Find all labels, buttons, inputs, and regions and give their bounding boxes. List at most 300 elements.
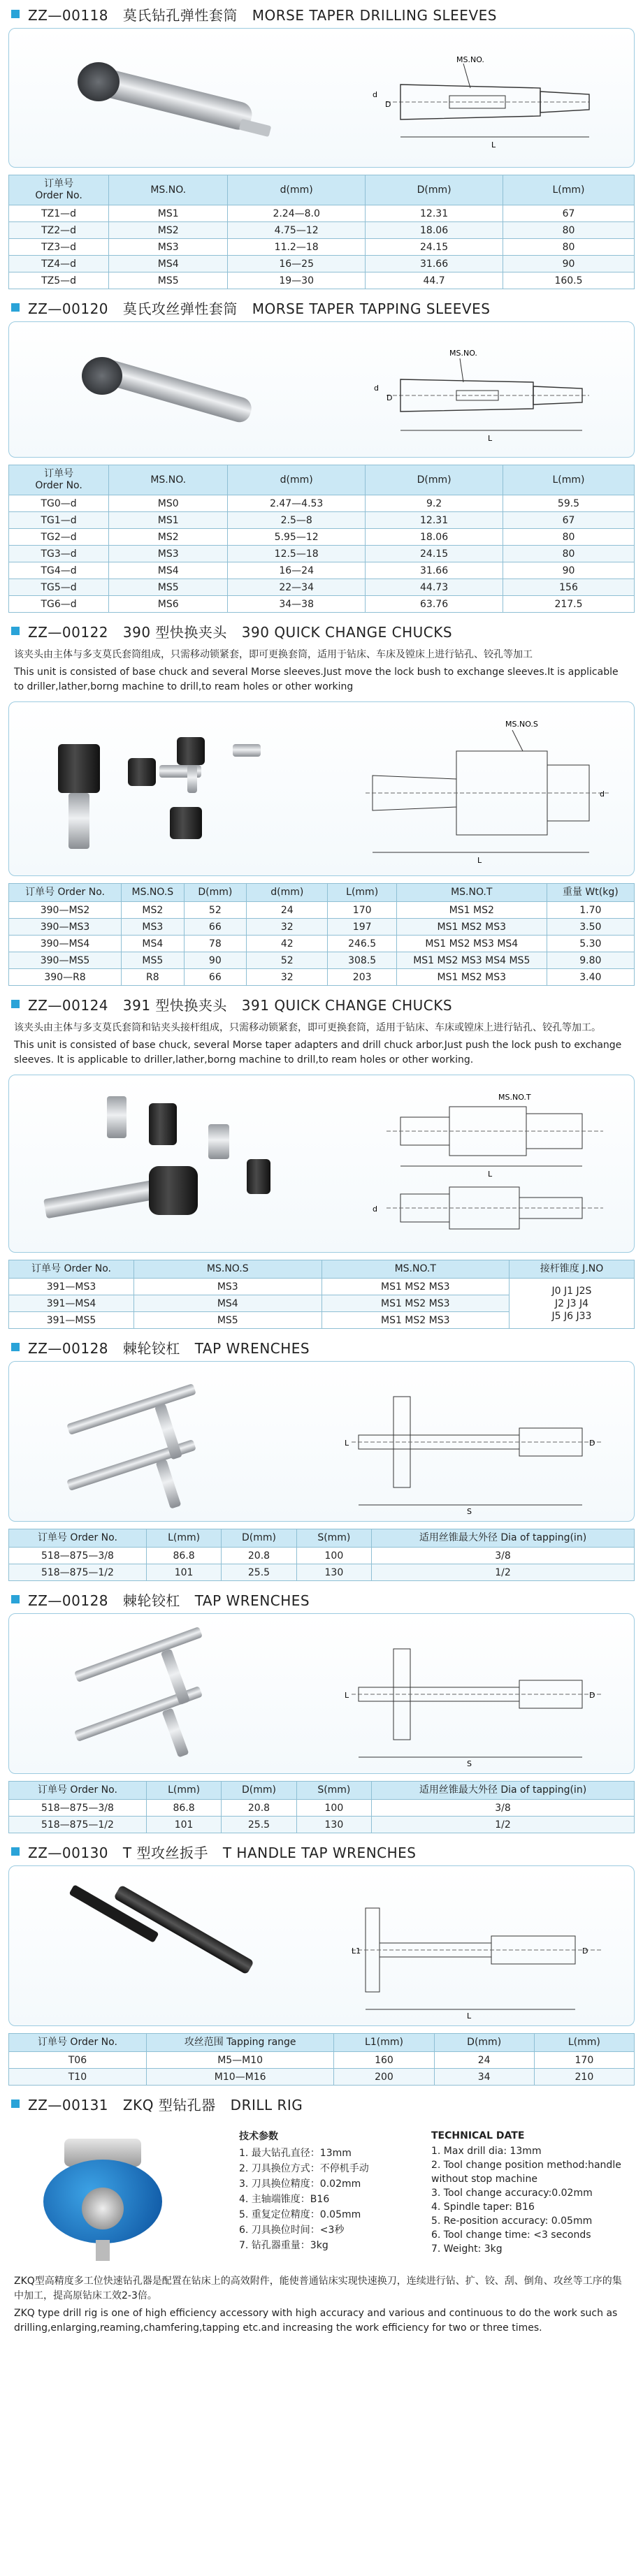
table-cell: MS1 MS2 MS3 MS4 MS5 <box>396 952 547 969</box>
quick-change-chuck-photo <box>30 716 282 870</box>
table-cell: MS5 <box>109 579 228 596</box>
table-cell: 66 <box>184 969 247 986</box>
table-cell: 44.73 <box>366 579 503 596</box>
col-header: S(mm) <box>296 1782 371 1800</box>
table-cell: 156 <box>503 579 635 596</box>
drilling-sleeve-diagram <box>359 43 610 154</box>
col-header: MS.NO.S <box>122 884 185 902</box>
col-header: 订单号 Order No. <box>9 1260 134 1279</box>
table-cell: 246.5 <box>328 936 396 952</box>
table-cell: 32 <box>247 969 328 986</box>
section-marker <box>11 627 20 635</box>
table-cell: 391—MS3 <box>9 1279 134 1295</box>
col-header: D(mm) <box>366 175 503 205</box>
table-cell: MS1 MS2 MS3 <box>322 1295 510 1312</box>
col-header: 重量 Wt(kg) <box>547 884 634 902</box>
table-row <box>9 546 635 562</box>
col-header: D(mm) <box>222 1782 296 1800</box>
section-marker <box>11 1343 20 1351</box>
diagram-label-ms: MS.NO. <box>449 349 477 358</box>
param-line: 3. Tool change accuracy:0.02mm <box>431 2188 593 2199</box>
table-cell: 63.76 <box>366 596 503 613</box>
section-marker <box>11 1847 20 1856</box>
diagram-label-L1: L1 <box>352 1946 361 1956</box>
table-cell: 34—38 <box>228 596 366 613</box>
diagram-label-d: d <box>373 1205 377 1214</box>
table-cell: M5—M10 <box>146 2052 334 2069</box>
table-cell: 3.50 <box>547 919 634 936</box>
table-row <box>9 1548 635 1564</box>
jno-cell: J0 J1 J2S J2 J3 J4 J5 J6 J33 <box>510 1279 635 1329</box>
table-cell: MS2 <box>109 529 228 546</box>
param-line: 5. Re-position accuracy: 0.05mm <box>431 2215 593 2227</box>
table-cell: 3/8 <box>372 1800 635 1817</box>
table-cell: TG5—d <box>9 579 109 596</box>
col-header: L(mm) <box>146 1782 221 1800</box>
table-cell: MS0 <box>109 495 228 512</box>
table-cell: 12.31 <box>366 205 503 222</box>
tapping-sleeve-diagram <box>359 336 610 448</box>
table-row <box>9 272 635 289</box>
drill-rig-block <box>8 2118 635 2271</box>
diagram-label-L: L <box>491 140 496 150</box>
spec-table-128b <box>8 1781 635 1833</box>
table-cell: T10 <box>9 2069 147 2086</box>
table-cell: MS3 <box>109 239 228 256</box>
params-cn <box>239 2129 414 2253</box>
table-row <box>9 596 635 613</box>
section-title-en: 391 QUICK CHANGE CHUCKS <box>241 996 453 1014</box>
section-title <box>28 298 500 318</box>
table-cell: MS1 MS2 MS3 <box>322 1279 510 1295</box>
table-cell: 9.80 <box>547 952 634 969</box>
ratchet-wrench-photo <box>37 1376 289 1515</box>
table-cell: 2.24—8.0 <box>228 205 366 222</box>
col-header: D(mm) <box>366 465 503 495</box>
param-line: 7. 钻孔器重量：3kg <box>239 2240 328 2251</box>
col-header: L(mm) <box>503 465 635 495</box>
table-row <box>9 222 635 239</box>
table-cell: 24 <box>434 2052 534 2069</box>
table-row <box>9 256 635 272</box>
table-cell: 52 <box>184 902 247 919</box>
product-image-frame <box>8 1361 635 1522</box>
product-image-frame <box>8 321 635 458</box>
table-row <box>9 2069 635 2086</box>
col-header: MS.NO. <box>109 465 228 495</box>
table-row <box>9 1564 635 1581</box>
table-cell: 32 <box>247 919 328 936</box>
table-cell: MS1 MS2 <box>396 902 547 919</box>
table-cell: 100 <box>296 1800 371 1817</box>
drilling-sleeve-photo <box>72 57 282 140</box>
table-cell: 80 <box>503 239 635 256</box>
col-header: L(mm) <box>503 175 635 205</box>
diagram-label-D: D <box>385 100 391 109</box>
section-title <box>28 621 462 641</box>
diagram-label-D: D <box>589 1439 595 1448</box>
col-header: d(mm) <box>228 175 366 205</box>
section-title-en: MORSE TAPER DRILLING SLEEVES <box>252 6 497 24</box>
table-cell: 308.5 <box>328 952 396 969</box>
table-row <box>9 1800 635 1817</box>
col-header: D(mm) <box>184 884 247 902</box>
col-header: 适用丝锥最大外径 Dia of tapping(in) <box>372 1529 635 1548</box>
table-cell: 25.5 <box>222 1564 296 1581</box>
param-line: 2. 刀具换位方式：不停机手动 <box>239 2163 369 2174</box>
col-header: 攻丝范围 Tapping range <box>146 2034 334 2052</box>
table-cell: 197 <box>328 919 396 936</box>
table-cell: 42 <box>247 936 328 952</box>
table-cell: 391—MS5 <box>9 1312 134 1329</box>
table-cell: 12.31 <box>366 512 503 529</box>
table-cell: 80 <box>503 529 635 546</box>
table-cell: 2.47—4.53 <box>228 495 366 512</box>
table-cell: 160 <box>334 2052 434 2069</box>
product-image-frame <box>8 1865 635 2026</box>
col-header: MS.NO.S <box>134 1260 322 1279</box>
table-cell: 518—875—3/8 <box>9 1548 147 1564</box>
section-title <box>28 1589 319 1610</box>
table-cell: 3/8 <box>372 1548 635 1564</box>
tapping-sleeve-photo <box>72 350 282 434</box>
table-cell: 5.95—12 <box>228 529 366 546</box>
table-row <box>9 2052 635 2069</box>
section-title-cn: 棘轮铰杠 <box>122 1592 180 1609</box>
table-cell: TG2—d <box>9 529 109 546</box>
table-cell: TG3—d <box>9 546 109 562</box>
table-cell: MS2 <box>122 902 185 919</box>
table-cell: MS1 MS2 MS3 <box>396 919 547 936</box>
quick-change-chuck-391-diagram <box>359 1082 624 1250</box>
table-cell: TG6—d <box>9 596 109 613</box>
section-code: ZZ—00118 <box>28 6 109 24</box>
section-marker <box>11 10 20 18</box>
section-header-122 <box>8 617 635 645</box>
ratchet-wrench-diagram <box>338 1369 617 1515</box>
table-cell: 390—MS5 <box>9 952 122 969</box>
table-row <box>9 952 635 969</box>
table-cell: MS1 MS2 MS3 <box>396 969 547 986</box>
table-cell: MS5 <box>122 952 185 969</box>
table-cell: 31.66 <box>366 562 503 579</box>
table-cell: 130 <box>296 1817 371 1833</box>
col-header: S(mm) <box>296 1529 371 1548</box>
section-title-cn: T 型攻丝扳手 <box>122 1844 208 1861</box>
table-cell: TZ5—d <box>9 272 109 289</box>
param-line: 7. Weight: 3kg <box>431 2243 503 2255</box>
section-code: ZZ—00120 <box>28 300 109 317</box>
drill-rig-photo <box>29 2132 183 2264</box>
table-cell: T06 <box>9 2052 147 2069</box>
table-cell: 86.8 <box>146 1800 221 1817</box>
col-header: L(mm) <box>146 1529 221 1548</box>
table-row <box>9 579 635 596</box>
product-image-frame <box>8 1075 635 1253</box>
table-cell: 18.06 <box>366 222 503 239</box>
table-cell: 4.75—12 <box>228 222 366 239</box>
table-cell: 86.8 <box>146 1548 221 1564</box>
description-en: This unit is consisted of base chuck and several Morse sleeves.Just move the lock bush to exchange sleeves.It is applicable to driller,lather,borng machine to drill,to ream holes or other working <box>14 667 619 692</box>
table-cell: 391—MS4 <box>9 1295 134 1312</box>
table-cell: TZ4—d <box>9 256 109 272</box>
section-title <box>28 4 507 24</box>
param-line: 1. 最大钻孔直径：13mm <box>239 2148 352 2159</box>
section-marker <box>11 303 20 312</box>
table-cell: 217.5 <box>503 596 635 613</box>
table-cell: 390—MS4 <box>9 936 122 952</box>
table-cell: TG0—d <box>9 495 109 512</box>
table-cell: 80 <box>503 546 635 562</box>
quick-change-chuck-391-photo <box>30 1089 282 1243</box>
section-title-cn: ZKQ 型钻孔器 <box>122 2096 216 2113</box>
params-en <box>431 2129 630 2256</box>
table-cell: 59.5 <box>503 495 635 512</box>
product-image-frame <box>8 701 635 876</box>
col-header: 订单号 Order No. <box>9 884 122 902</box>
col-header: 订单号 Order No. <box>9 1782 147 1800</box>
section-header-124 <box>8 990 635 1018</box>
table-row <box>9 205 635 222</box>
col-header: MS.NO. <box>109 175 228 205</box>
diagram-label-ms: MS.NO.T <box>498 1093 531 1102</box>
col-header: MS.NO.T <box>322 1260 510 1279</box>
section-title-cn: 棘轮铰杠 <box>122 1339 180 1357</box>
table-cell: MS1 MS2 MS3 <box>322 1312 510 1329</box>
section-title-cn: 莫氏钻孔弹性套筒 <box>122 6 238 24</box>
description-en: ZKQ type drill rig is one of high efficiency accessory with high accuracy and various and continuous to do the work such as drilling,enlarging,reaming,chamfering,tapping etc.and increasing the work efficiency for two or three times. <box>14 2308 618 2334</box>
table-cell: 24 <box>247 902 328 919</box>
table-cell: 160.5 <box>503 272 635 289</box>
table-row <box>9 1279 635 1295</box>
table-row <box>9 902 635 919</box>
section-code: ZZ—00128 <box>28 1339 109 1357</box>
section-title <box>28 2094 312 2114</box>
col-header: L(mm) <box>328 884 396 902</box>
table-cell: M10—M16 <box>146 2069 334 2086</box>
section-title-en: DRILL RIG <box>230 2096 303 2113</box>
table-cell: MS5 <box>134 1312 322 1329</box>
section-title-cn: 390 型快换夹头 <box>122 623 227 641</box>
param-line: 5. 重复定位精度：0.05mm <box>239 2209 361 2220</box>
section-title-en: 390 QUICK CHANGE CHUCKS <box>241 623 453 641</box>
diagram-label-S: S <box>467 1507 472 1515</box>
col-header: 订单号 Order No. <box>9 175 109 205</box>
diagram-label-d: d <box>373 90 377 99</box>
table-cell: 67 <box>503 205 635 222</box>
table-cell: 210 <box>534 2069 634 2086</box>
params-cn-title: 技术参数 <box>239 2131 278 2142</box>
table-cell: 1/2 <box>372 1817 635 1833</box>
section-code: ZZ—00124 <box>28 996 109 1014</box>
col-header: 接杆锥度 J.NO <box>510 1260 635 1279</box>
col-header: D(mm) <box>222 1529 296 1548</box>
table-cell: 16—24 <box>228 562 366 579</box>
diagram-label-d: d <box>600 789 605 799</box>
table-row <box>9 936 635 952</box>
table-cell: 19—30 <box>228 272 366 289</box>
col-header: L1(mm) <box>334 2034 434 2052</box>
table-cell: 44.7 <box>366 272 503 289</box>
table-cell: 12.5—18 <box>228 546 366 562</box>
diagram-label-L: L <box>477 856 482 865</box>
table-cell: MS5 <box>109 272 228 289</box>
description-en: This unit is consisted of base chuck, several Morse taper adapters and drill chuck arbor.Just push the lock push to exchange sleeves. It is applicable to driller,lather,borng machine to drill,to ream holes or other working. <box>14 1040 622 1065</box>
t-handle-wrench-diagram <box>338 1873 617 2020</box>
table-cell: 5.30 <box>547 936 634 952</box>
ratchet-wrench-diagram <box>338 1621 617 1768</box>
table-cell: MS4 <box>109 562 228 579</box>
section-title <box>28 994 462 1014</box>
table-cell: 20.8 <box>222 1548 296 1564</box>
section-title <box>28 1842 426 1862</box>
param-line: 4. 主轴端锥度：B16 <box>239 2194 330 2205</box>
section-header-130 <box>8 1838 635 1865</box>
diagram-label-D: D <box>589 1691 595 1700</box>
param-line: 1. Max drill dia: 13mm <box>431 2146 542 2157</box>
table-row <box>9 529 635 546</box>
product-image-frame <box>8 1613 635 1774</box>
table-cell: MS1 MS2 MS3 MS4 <box>396 936 547 952</box>
table-cell: TG1—d <box>9 512 109 529</box>
table-cell: 170 <box>534 2052 634 2069</box>
params-en-title: TECHNICAL DATE <box>431 2130 525 2141</box>
section-code: ZZ—00122 <box>28 623 109 641</box>
table-cell: 24.15 <box>366 546 503 562</box>
description-cn: 该夹头由主体与多支莫氏套筒组成，只需移动锁紧套，即可更换套筒，适用于钻床、车床及镗床上进行钻孔、铰孔等加工 <box>14 649 533 660</box>
table-cell: TZ3—d <box>9 239 109 256</box>
col-header: MS.NO.T <box>396 884 547 902</box>
diagram-label-L: L <box>467 2011 472 2020</box>
table-cell: MS1 <box>109 512 228 529</box>
table-cell: 90 <box>503 256 635 272</box>
section-header-131 <box>8 2090 635 2118</box>
section-marker <box>11 1000 20 1008</box>
description-cn: 该夹头由主体与多支莫氏套筒和钻夹头接杆组成，只需移动锁紧套，即可更换套筒，适用于钻床、车床或镗床上进行钻孔、铰孔等加工。 <box>14 1022 601 1033</box>
table-cell: 518—875—1/2 <box>9 1817 147 1833</box>
description-cn: ZKQ型高精度多工位快速钻孔器是配置在钻床上的高效附件，能使普通钻床实现快速换刀，连续进行钻、扩、铰、刮、倒角、攻丝等工序的集中加工，提高原钻床工效2-3倍。 <box>14 2276 622 2301</box>
table-cell: 78 <box>184 936 247 952</box>
table-cell: 130 <box>296 1564 371 1581</box>
col-header: d(mm) <box>228 465 366 495</box>
param-line: 6. 刀具换位时间：<3秒 <box>239 2225 345 2236</box>
table-cell: 34 <box>434 2069 534 2086</box>
table-cell: MS1 <box>109 205 228 222</box>
param-line: 3. 刀具换位精度：0.02mm <box>239 2178 361 2190</box>
col-header: 订单号 Order No. <box>9 465 109 495</box>
section-header-128b <box>8 1585 635 1613</box>
table-cell: 3.40 <box>547 969 634 986</box>
spec-table-122 <box>8 883 635 986</box>
table-cell: 18.06 <box>366 529 503 546</box>
section-marker <box>11 2100 20 2108</box>
table-cell: 390—MS3 <box>9 919 122 936</box>
table-cell: 11.2—18 <box>228 239 366 256</box>
table-cell: 66 <box>184 919 247 936</box>
table-row <box>9 969 635 986</box>
table-cell: MS3 <box>134 1279 322 1295</box>
spec-table-128a <box>8 1529 635 1581</box>
product-image-frame <box>8 28 635 168</box>
section-title <box>28 1337 319 1358</box>
diagram-label-ms: MS.NO.S <box>505 720 538 729</box>
col-header: L(mm) <box>534 2034 634 2052</box>
table-cell: 31.66 <box>366 256 503 272</box>
table-cell: 170 <box>328 902 396 919</box>
table-cell: 90 <box>184 952 247 969</box>
table-cell: 518—875—1/2 <box>9 1564 147 1581</box>
section-title-en: T HANDLE TAP WRENCHES <box>222 1844 417 1861</box>
table-cell: 1.70 <box>547 902 634 919</box>
col-header: 适用丝锥最大外径 Dia of tapping(in) <box>372 1782 635 1800</box>
table-cell: TG4—d <box>9 562 109 579</box>
section-marker <box>11 1595 20 1603</box>
spec-table-124 <box>8 1260 635 1329</box>
table-cell: 101 <box>146 1564 221 1581</box>
table-cell: 22—34 <box>228 579 366 596</box>
diagram-label-D: D <box>386 393 393 402</box>
quick-change-chuck-diagram <box>359 709 624 870</box>
table-row <box>9 512 635 529</box>
section-title-en: TAP WRENCHES <box>194 1592 310 1609</box>
col-header: 订单号 Order No. <box>9 1529 147 1548</box>
col-header: d(mm) <box>247 884 328 902</box>
spec-table-120 <box>8 465 635 613</box>
param-line: 4. Spindle taper: B16 <box>431 2202 535 2213</box>
table-cell: 200 <box>334 2069 434 2086</box>
col-header: 订单号 Order No. <box>9 2034 147 2052</box>
table-cell: 390—R8 <box>9 969 122 986</box>
section-title-cn: 391 型快换夹头 <box>122 996 227 1014</box>
ratchet-wrench-photo <box>37 1628 289 1768</box>
diagram-label-d: d <box>374 384 379 393</box>
table-cell: 52 <box>247 952 328 969</box>
spec-table-118 <box>8 175 635 289</box>
table-cell: 518—875—3/8 <box>9 1800 147 1817</box>
t-handle-wrench-photo <box>51 1880 289 2020</box>
table-cell: 90 <box>503 562 635 579</box>
col-header: D(mm) <box>434 2034 534 2052</box>
table-row <box>9 562 635 579</box>
table-row <box>9 495 635 512</box>
param-line: 2. Tool change position method:handle without stop machine <box>431 2160 621 2185</box>
table-cell: 1/2 <box>372 1564 635 1581</box>
table-cell: 20.8 <box>222 1800 296 1817</box>
table-cell: 25.5 <box>222 1817 296 1833</box>
diagram-label-D: D <box>582 1946 588 1956</box>
table-cell: 100 <box>296 1548 371 1564</box>
section-title-en: MORSE TAPER TAPPING SLEEVES <box>252 300 491 317</box>
section-title-en: TAP WRENCHES <box>194 1339 310 1357</box>
table-row <box>9 919 635 936</box>
diagram-label-L: L <box>488 434 493 443</box>
section-code: ZZ—00131 <box>28 2096 109 2113</box>
table-cell: 24.15 <box>366 239 503 256</box>
table-cell: 67 <box>503 512 635 529</box>
table-cell: TZ1—d <box>9 205 109 222</box>
section-code: ZZ—00128 <box>28 1592 109 1609</box>
diagram-label-L: L <box>345 1439 349 1448</box>
diagram-label-S: S <box>467 1759 472 1768</box>
table-cell: 16—25 <box>228 256 366 272</box>
table-cell: MS6 <box>109 596 228 613</box>
table-cell: MS3 <box>109 546 228 562</box>
param-line: 6. Tool change time: <3 seconds <box>431 2229 591 2241</box>
table-cell: 101 <box>146 1817 221 1833</box>
section-header-128a <box>8 1333 635 1361</box>
table-cell: 203 <box>328 969 396 986</box>
table-row <box>9 1817 635 1833</box>
